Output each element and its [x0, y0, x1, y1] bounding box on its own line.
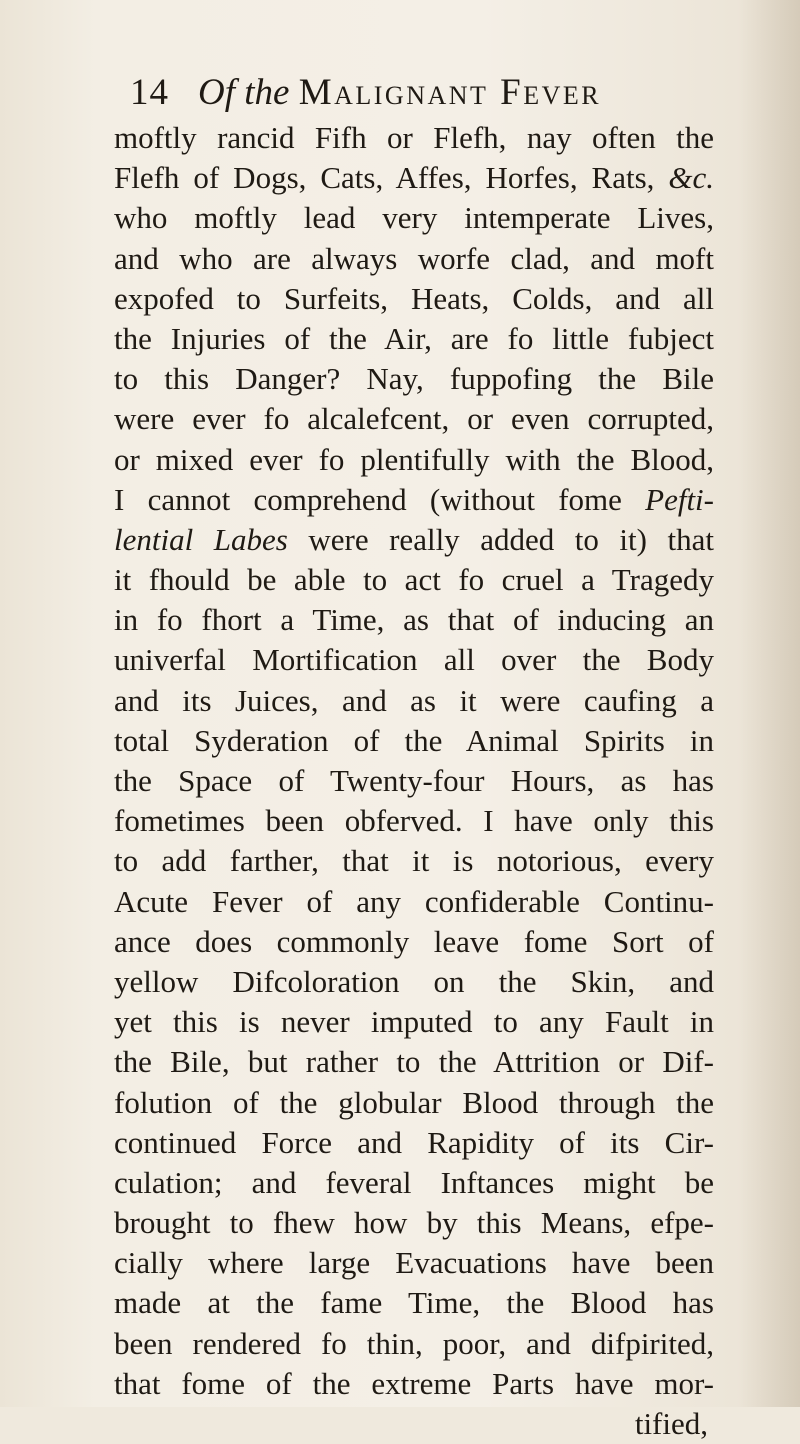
- text-segment: fometimes been obferved. I have only this: [114, 803, 714, 839]
- text-line: [114, 1203, 714, 1243]
- text-line: [114, 801, 714, 841]
- running-title-italic: Of the: [198, 72, 290, 113]
- text-line: [114, 1404, 714, 1444]
- text-line: [114, 922, 714, 962]
- text-segment: yellow Difcoloration on the Skin, and: [114, 963, 714, 999]
- text-line: [114, 1042, 714, 1082]
- text-segment: Flefh of Dogs, Cats, Affes, Horfes, Rats,: [114, 160, 669, 196]
- text-line: [114, 721, 714, 761]
- text-segment: been rendered fo thin, poor, and difpirited,: [114, 1325, 714, 1361]
- text-segment: and its Juices, and as it were caufing a: [114, 682, 714, 718]
- running-title: [198, 68, 601, 118]
- text-segment: yet this is never imputed to any Fault in: [114, 1004, 714, 1040]
- text-line: [114, 1002, 714, 1042]
- text-line: [114, 962, 714, 1002]
- text-line: [114, 681, 714, 721]
- italic-segment: Pefti-: [645, 481, 714, 517]
- text-segment: it fhould be able to act fo cruel a Tragedy: [114, 562, 714, 598]
- text-segment: and who are always worfe clad, and moft: [114, 240, 714, 276]
- text-line: [114, 1123, 714, 1163]
- text-segment: moftly rancid Fifh or Flefh, nay often the: [114, 120, 714, 155]
- text-line: [114, 319, 714, 359]
- text-segment: Acute Fever of any confiderable Continu-: [114, 883, 714, 919]
- text-segment: or mixed ever fo plentifully with the Blood,: [114, 441, 714, 477]
- text-segment: that fome of the extreme Parts have mor-: [114, 1365, 714, 1401]
- text-line: [114, 279, 714, 319]
- text-segment: in fo fhort a Time, as that of inducing an: [114, 602, 714, 638]
- page-number: 14: [130, 72, 169, 113]
- text-line: [114, 399, 714, 439]
- text-segment: to add farther, that it is notorious, every: [114, 843, 714, 879]
- text-segment: expofed to Surfeits, Heats, Colds, and all: [114, 280, 714, 316]
- text-segment: tified,: [634, 1406, 708, 1441]
- text-line: [114, 560, 714, 600]
- text-line: [114, 520, 714, 560]
- text-line: [114, 440, 714, 480]
- text-line: [114, 761, 714, 801]
- text-segment: total Syderation of the Animal Spirits in: [114, 722, 714, 758]
- text-line: [114, 480, 714, 520]
- text-segment: who moftly lead very intemperate Lives,: [114, 200, 714, 236]
- text-segment: the Bile, but rather to the Attrition or Dif-: [114, 1044, 714, 1080]
- text-segment: made at the fame Time, the Blood has: [114, 1285, 714, 1321]
- text-line: [114, 1324, 714, 1364]
- text-line: [114, 158, 714, 198]
- text-line: [114, 1364, 714, 1404]
- text-line: [114, 841, 714, 881]
- text-segment: univerfal Mortification all over the Body: [114, 642, 714, 678]
- text-segment: culation; and feveral Inftances might be: [114, 1164, 714, 1200]
- italic-segment: lential Labes: [114, 521, 288, 557]
- text-line: [114, 118, 714, 158]
- text-line: [114, 640, 714, 680]
- text-line: [114, 239, 714, 279]
- running-title-caps: Malignant Fever: [298, 72, 602, 113]
- text-segment: ance does commonly leave fome Sort of: [114, 923, 714, 959]
- running-header: [130, 68, 710, 118]
- page-edge-shadow: [740, 0, 800, 1407]
- text-segment: I cannot comprehend (without fome: [114, 481, 646, 517]
- text-line: [114, 1243, 714, 1283]
- text-segment: were ever fo alcalefcent, or even corrupted,: [114, 401, 714, 437]
- text-segment: brought to fhew how by this Means, efpe-: [114, 1205, 714, 1241]
- text-segment: the Injuries of the Air, are fo little fubject: [114, 320, 714, 356]
- text-segment: were really added to it) that: [287, 521, 714, 557]
- text-line: [114, 882, 714, 922]
- body-text: [114, 118, 714, 1444]
- text-segment: the Space of Twenty-four Hours, as has: [114, 763, 714, 798]
- text-segment: folution of the globular Blood through the: [114, 1084, 714, 1120]
- text-segment: continued Force and Rapidity of its Cir-: [114, 1124, 714, 1160]
- italic-segment: &c.: [668, 160, 714, 196]
- text-line: [114, 1163, 714, 1203]
- text-segment: cially where large Evacuations have been: [114, 1245, 714, 1281]
- text-line: [114, 1083, 714, 1123]
- text-segment: to this Danger? Nay, fuppofing the Bile: [114, 361, 714, 397]
- text-line: [114, 1283, 714, 1323]
- text-line: [114, 359, 714, 399]
- text-line: [114, 600, 714, 640]
- text-line: [114, 198, 714, 238]
